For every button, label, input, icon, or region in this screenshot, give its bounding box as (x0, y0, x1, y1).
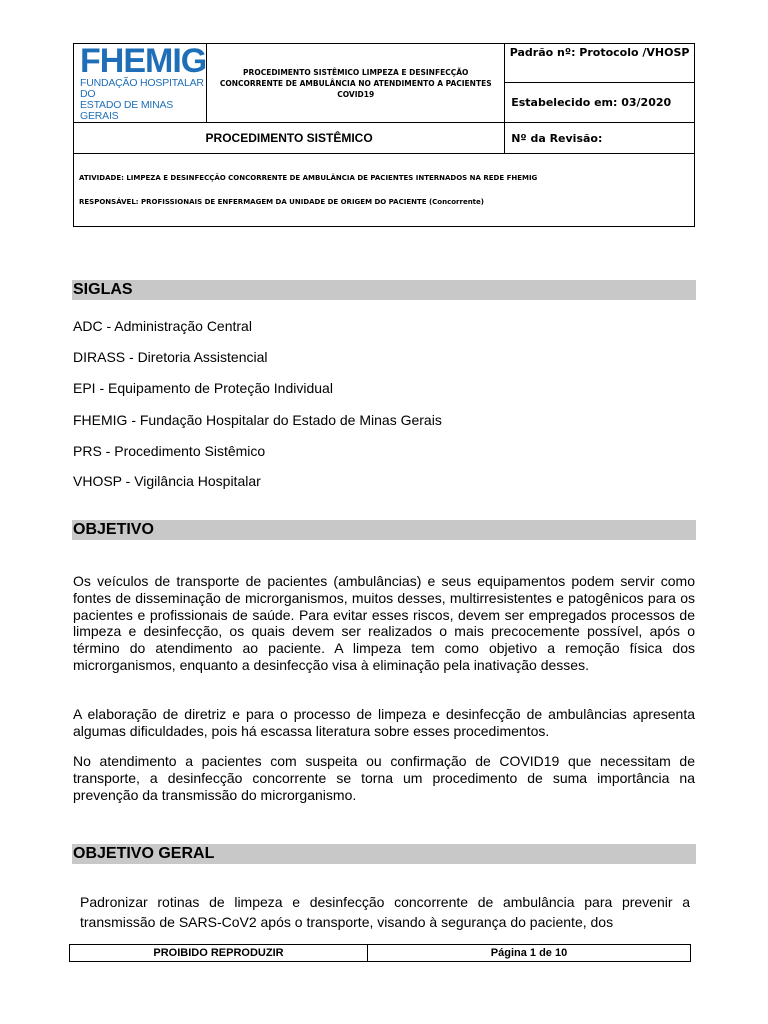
logo (74, 44, 207, 123)
document-title (207, 44, 505, 123)
siglas-heading: SIGLAS (72, 280, 696, 300)
sigla-item: PRS - Procedimento Sistêmico (73, 443, 266, 459)
sigla-item: EPI - Equipamento de Proteção Individual (73, 380, 333, 396)
sigla-item: VHOSP - Vigilância Hospitalar (73, 473, 261, 489)
page-number: Página 1 de 10 (368, 945, 691, 962)
responsible-text: RESPONSÁVEL: PROFISSIONAIS DE ENFERMAGEM DA UNIDADE DE ORIGEM DO PACIENTE (Concorrente) (79, 198, 484, 206)
objetivo-paragraph-2: A elaboração de diretriz e para o processo de limpeza e desinfecção de ambulâncias apresenta algumas dificuldades, pois há escassa literatura sobre esses procedimentos. (73, 706, 695, 739)
header-table (73, 43, 695, 227)
logo-title: FHEMIG (80, 42, 207, 80)
objetivo-paragraph-3: No atendimento a pacientes com suspeita ou confirmação de COVID19 que necessitam de transporte, a desinfecção concorrente se torna um procedimento de suma importância na prevenção da transmissão do microrganismo. (73, 753, 695, 803)
objetivo-heading: OBJETIVO (72, 520, 696, 540)
objetivo-geral-paragraph: Padronizar rotinas de limpeza e desinfecção concorrente de ambulância para prevenir a transmissão de SARS-CoV2 após o transporte, visando à segurança do paciente, dos (80, 894, 690, 930)
procedure-type: PROCEDIMENTO SISTÊMICO (74, 123, 505, 154)
objetivo-geral-heading: OBJETIVO GERAL (72, 844, 696, 864)
padrao-number: Padrão nº: Protocolo /VHOSP (505, 44, 695, 83)
logo-subtitle-1: FUNDAÇÃO HOSPITALAR DO (80, 77, 204, 100)
sigla-item: FHEMIG - Fundação Hospitalar do Estado de Minas Gerais (73, 412, 442, 428)
established-date: Estabelecido em: 03/2020 (505, 82, 695, 122)
footer-notice: PROIBIDO REPRODUZIR (70, 945, 368, 962)
revision-number: Nº da Revisão: (505, 123, 695, 154)
sigla-item: DIRASS - Diretoria Assistencial (73, 349, 268, 365)
document-title-line-1: PROCEDIMENTO SISTÊMICO LIMPEZA E DESINFECÇÃO (243, 67, 469, 77)
document-title-line-3: COVID19 (337, 89, 375, 99)
activity-text: ATIVIDADE: LIMPEZA E DESINFECÇÃO CONCORRENTE DE AMBULÂNCIA DE PACIENTES INTERNADOS NA REDE FHEMIG (79, 174, 538, 182)
document-title-line-2: CONCORRENTE DE AMBULÂNCIA NO ATENDIMENTO A PACIENTES (219, 78, 492, 88)
footer (69, 944, 691, 962)
activity-block (74, 154, 695, 227)
objetivo-paragraph-1: Os veículos de transporte de pacientes (ambulâncias) e seus equipamentos podem servir como fontes de disseminação de microrganismos, muitos desses, multirresistentes e patogênicos para os pacientes e profissionais de saúde. Para evitar esses riscos, devem ser empregados processos de limpeza e desinfecção, os quais devem ser realizados o mais precocemente possível, após o término do atendimento ao paciente. A limpeza tem como objetivo a remoção física dos microrganismos, enquanto a desinfecção visa à eliminação pela inativação desses. (73, 573, 695, 673)
sigla-item: ADC - Administração Central (73, 318, 252, 334)
logo-subtitle-2: ESTADO DE MINAS GERAIS (80, 99, 174, 122)
